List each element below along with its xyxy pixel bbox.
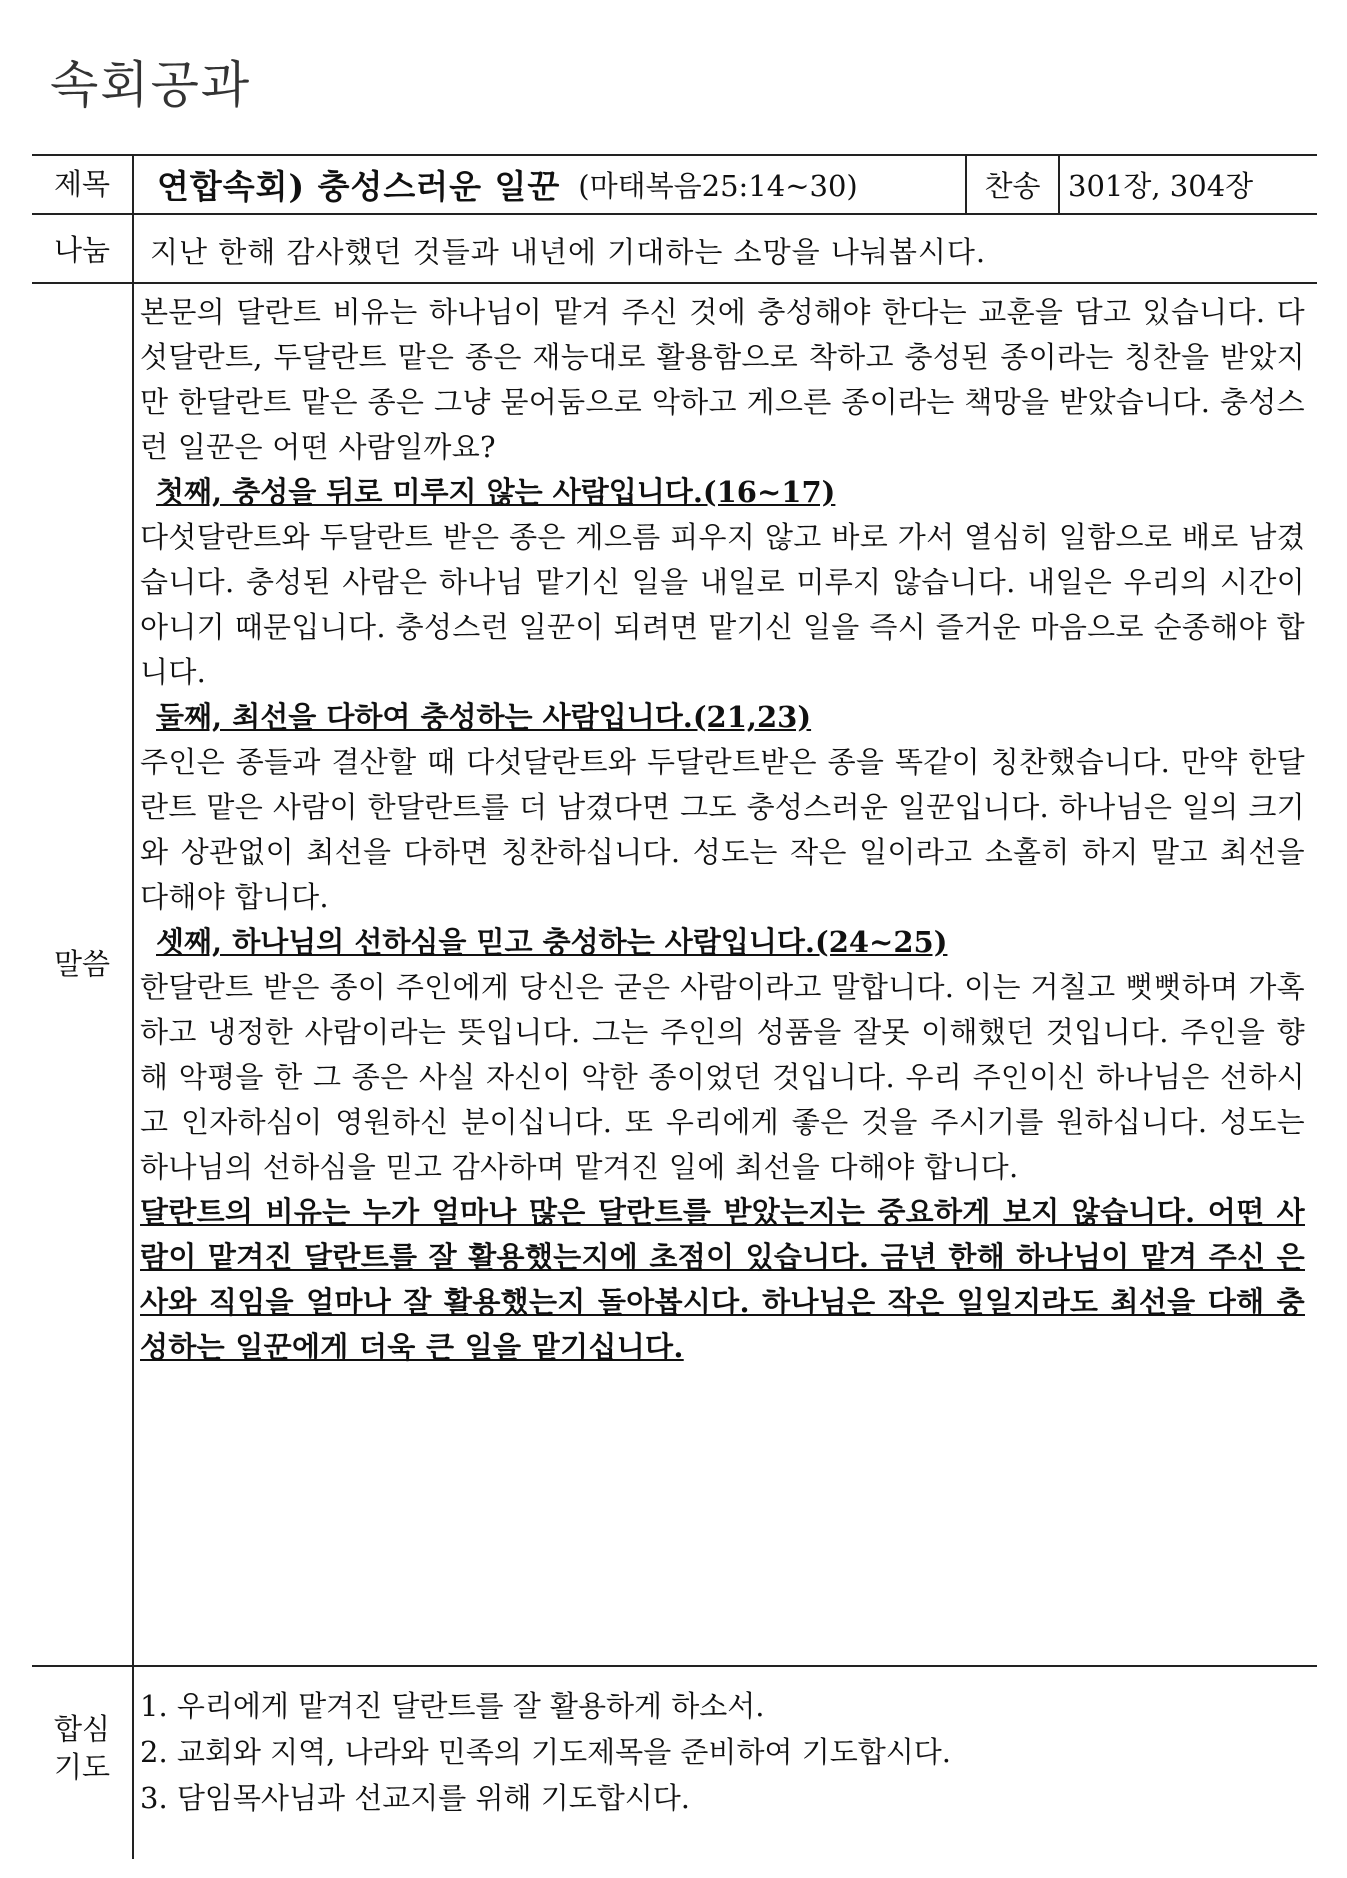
sermon-conclusion: 달란트의 비유는 누가 얼마나 많은 달란트를 받았는지는 중요하게 보지 않습니다. 어떤 사람이 맡겨진 달란트를 잘 활용했는지에 초점이 있습니다. 금년 한해 하나님이 맡겨 주신 은사와 직임을 얼마나 잘 활용했는지 돌아봅시다. 하나님은 작은 일일지라도 최선을 다해 충성하는 일꾼에게 더욱 큰 일을 맡기십니다. (140, 1195, 1305, 1364)
hymn-numbers: 301장, 304장 (1068, 168, 1254, 203)
prayer-item: 3. 담임목사님과 선교지를 위해 기도합시다. (140, 1781, 690, 1815)
sermon-intro: 본문의 달란트 비유는 하나님이 맡겨 주신 것에 충성해야 한다는 교훈을 담고 있습니다. 다섯달란트, 두달란트 맡은 종은 재능대로 활용함으로 착하고 충성된 종이라는 칭찬을 받았지만 한달란트 맡은 종은 그냥 묻어둠으로 악하고 게으른 종이라는 책망을 받았습니다. 충성스런 일꾼은 어떤 사람일까요? (140, 295, 1305, 464)
point-one-heading: 첫째, 충성을 뒤로 미루지 않는 사람입니다.(16~17) (156, 475, 836, 509)
prayer-list (140, 1683, 1305, 1821)
sharing-text: 지난 한해 감사했던 것들과 내년에 기대하는 소망을 나눠봅시다. (150, 234, 987, 269)
prayer-item: 1. 우리에게 맡겨진 달란트를 잘 활용하게 하소서. (140, 1689, 765, 1723)
hymn-value-divider (1058, 154, 1060, 213)
row-divider-sharing (32, 282, 1317, 284)
label-column-divider (132, 154, 134, 1859)
row-divider-subject (32, 213, 1317, 215)
prayer-label-line1: 합심 (53, 1712, 111, 1746)
sharing-label: 나눔 (53, 233, 111, 267)
prayer-label-line2: 기도 (53, 1750, 111, 1784)
point-three-text: 한달란트 받은 종이 주인에게 당신은 굳은 사람이라고 말합니다. 이는 거칠고 뻣뻣하며 가혹하고 냉정한 사람이라는 뜻입니다. 그는 주인의 성품을 잘못 이해했던 것입니다. 주인을 향해 악평을 한 그 종은 사실 자신이 악한 종이었던 것입니다. 우리 주인이신 하나님은 선하시고 인자하심이 영원하신 분이십니다. 또 우리에게 좋은 것을 주시기를 원하십니다. 성도는 하나님의 선하심을 믿고 감사하며 맡겨진 일에 최선을 다해야 합니다. (140, 970, 1305, 1184)
hymn-label-divider (965, 154, 967, 213)
prayer-label (32, 1710, 132, 1786)
point-two-heading: 둘째, 최선을 다하여 충성하는 사람입니다.(21,23) (156, 700, 812, 734)
hymn-label: 찬송 (984, 168, 1041, 203)
row-divider-word (32, 1665, 1317, 1667)
document-title: 속회공과 (50, 56, 252, 114)
point-one-text: 다섯달란트와 두달란트 받은 종은 게으름 피우지 않고 바로 가서 열심히 일함으로 배로 남겼습니다. 충성된 사람은 하나님 맡기신 일을 내일로 미루지 않습니다. 내일은 우리의 시간이 아니기 때문입니다. 충성스런 일꾼이 되려면 맡기신 일을 즉시 즐거운 마음으로 순종해야 합니다. (140, 520, 1305, 689)
scripture-reference: (마태복음25:14~30) (578, 168, 858, 203)
prayer-item: 2. 교회와 지역, 나라와 민족의 기도제목을 준비하여 기도합시다. (140, 1735, 951, 1769)
point-two-text: 주인은 종들과 결산할 때 다섯달란트와 두달란트받은 종을 똑같이 칭찬했습니다. 만약 한달란트 맡은 사람이 한달란트를 더 남겼다면 그도 충성스러운 일꾼입니다. 하나님은 일의 크기와 상관없이 최선을 다하면 칭찬하십니다. 성도는 작은 일이라고 소홀히 하지 말고 최선을 다해야 합니다. (140, 745, 1305, 914)
subject-cell (157, 156, 858, 212)
point-three-heading: 셋째, 하나님의 선하심을 믿고 충성하는 사람입니다.(24~25) (156, 925, 948, 959)
sermon-body (140, 290, 1305, 1370)
word-label: 말씀 (53, 947, 111, 981)
subject-title: 연합속회) 충성스러운 일꾼 (157, 166, 561, 206)
subject-label: 제목 (53, 167, 111, 201)
